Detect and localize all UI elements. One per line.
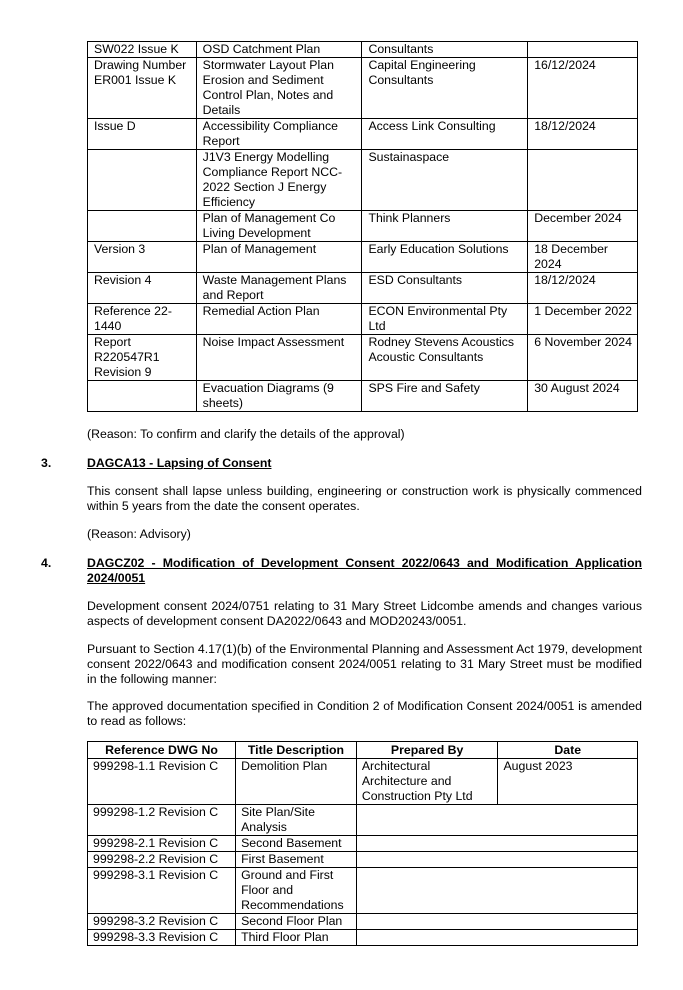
table-cell <box>88 211 197 242</box>
table-cell: Site Plan/Site Analysis <box>236 805 357 836</box>
table-cell: Issue D <box>88 119 197 150</box>
table-cell: Capital Engineering Consultants <box>362 58 528 119</box>
section-3-heading: DAGCA13 - Lapsing of Consent <box>87 456 272 470</box>
table-cell <box>528 42 638 58</box>
table-cell: 999298-3.3 Revision C <box>88 930 236 946</box>
table-cell: 999298-2.1 Revision C <box>88 836 236 852</box>
table-cell: 6 November 2024 <box>528 335 638 381</box>
table-cell: Plan of Management <box>196 242 362 273</box>
table-row <box>88 304 638 335</box>
table-row <box>88 805 638 836</box>
table-cell: Rodney Stevens Acoustics Acoustic Consultants <box>362 335 528 381</box>
table-cell: Ground and First Floor and Recommendations <box>236 868 357 914</box>
table-cell: Think Planners <box>362 211 528 242</box>
table-cell <box>356 914 637 930</box>
table-cell: Stormwater Layout Plan Erosion and Sediment Control Plan, Notes and Details <box>196 58 362 119</box>
table-cell: ESD Consultants <box>362 273 528 304</box>
table-row <box>88 211 638 242</box>
table-cell: Remedial Action Plan <box>196 304 362 335</box>
amended-documentation-table <box>87 741 638 946</box>
table-cell: SPS Fire and Safety <box>362 381 528 412</box>
table-cell: August 2023 <box>498 759 638 805</box>
table-row <box>88 242 638 273</box>
table-cell: OSD Catchment Plan <box>196 42 362 58</box>
table-cell: Demolition Plan <box>236 759 357 805</box>
table-cell: 999298-1.1 Revision C <box>88 759 236 805</box>
table-cell: Report R220547R1 Revision 9 <box>88 335 197 381</box>
section-4-para-3: The approved documentation specified in Condition 2 of Modification Consent 2024/0051 is amended to read as follows: <box>87 699 642 728</box>
section-4-para-2: Pursuant to Section 4.17(1)(b) of the Environmental Planning and Assessment Act 1979, development consent 2022/0643 and modification consent 2024/0051 relating to 31 Mary Street must be modified in the following manner: <box>87 642 642 686</box>
section-3-body: This consent shall lapse unless building, engineering or construction work is physically commenced within 5 years from the date the consent operates. <box>87 484 642 513</box>
table-cell: J1V3 Energy Modelling Compliance Report NCC- 2022 Section J Energy Efficiency <box>196 150 362 211</box>
table-cell <box>356 836 637 852</box>
table-cell: Sustainaspace <box>362 150 528 211</box>
table-row <box>88 150 638 211</box>
table-cell: 18 December 2024 <box>528 242 638 273</box>
table-row <box>88 914 638 930</box>
table-cell <box>356 868 637 914</box>
table-cell <box>356 852 637 868</box>
section-3-number: 3. <box>41 456 52 470</box>
table-row <box>88 42 638 58</box>
table-cell: Version 3 <box>88 242 197 273</box>
table-cell: Third Floor Plan <box>236 930 357 946</box>
table-cell: 999298-3.2 Revision C <box>88 914 236 930</box>
table-cell: 1 December 2022 <box>528 304 638 335</box>
header-reference-dwg-no: Reference DWG No <box>88 742 236 759</box>
table-row <box>88 335 638 381</box>
section-4-para-1: Development consent 2024/0751 relating to 31 Mary Street Lidcombe amends and changes various aspects of development consent DA2022/0643 and MOD20243/0051. <box>87 599 642 628</box>
table-cell: 16/12/2024 <box>528 58 638 119</box>
table-cell: First Basement <box>236 852 357 868</box>
table-cell: SW022 Issue K <box>88 42 197 58</box>
table-row <box>88 836 638 852</box>
table-cell <box>356 930 637 946</box>
table-row <box>88 930 638 946</box>
table-cell: Evacuation Diagrams (9 sheets) <box>196 381 362 412</box>
table-row <box>88 58 638 119</box>
table-cell <box>88 150 197 211</box>
table-cell: 999298-1.2 Revision C <box>88 805 236 836</box>
table-row <box>88 273 638 304</box>
table-cell: Early Education Solutions <box>362 242 528 273</box>
header-prepared-by: Prepared By <box>356 742 498 759</box>
table-row <box>88 119 638 150</box>
table-cell: Access Link Consulting <box>362 119 528 150</box>
table-cell: Reference 22- 1440 <box>88 304 197 335</box>
table-cell: 18/12/2024 <box>528 273 638 304</box>
header-title-description: Title Description <box>236 742 357 759</box>
table-row <box>88 759 638 805</box>
table-cell: ECON Environmental Pty Ltd <box>362 304 528 335</box>
table-cell: Plan of Management Co Living Development <box>196 211 362 242</box>
table-cell: Drawing Number ER001 Issue K <box>88 58 197 119</box>
table-cell: 999298-3.1 Revision C <box>88 868 236 914</box>
table-row <box>88 868 638 914</box>
table-cell: 18/12/2024 <box>528 119 638 150</box>
table-cell: Accessibility Compliance Report <box>196 119 362 150</box>
reason-confirm-approval: (Reason: To confirm and clarify the details of the approval) <box>87 427 405 441</box>
header-date: Date <box>498 742 638 759</box>
table-cell: Architectural Architecture and Construction Pty Ltd <box>356 759 498 805</box>
section-4-number: 4. <box>41 556 52 570</box>
table-cell: Waste Management Plans and Report <box>196 273 362 304</box>
approved-documents-table <box>87 41 638 412</box>
section-3-reason: (Reason: Advisory) <box>87 527 191 541</box>
table-row <box>88 852 638 868</box>
section-4-heading: DAGCZ02 - Modification of Development Consent 2022/0643 and Modification Application 2024/0051 <box>87 556 642 585</box>
table-cell <box>356 805 637 836</box>
table-cell: Second Basement <box>236 836 357 852</box>
table-cell: Revision 4 <box>88 273 197 304</box>
table-cell <box>528 150 638 211</box>
table-row <box>88 381 638 412</box>
table-cell: Second Floor Plan <box>236 914 357 930</box>
table-cell: 999298-2.2 Revision C <box>88 852 236 868</box>
table-cell: 30 August 2024 <box>528 381 638 412</box>
table-cell: Noise Impact Assessment <box>196 335 362 381</box>
table-cell: Consultants <box>362 42 528 58</box>
table-header-row <box>88 742 638 759</box>
table-cell: December 2024 <box>528 211 638 242</box>
table-cell <box>88 381 197 412</box>
